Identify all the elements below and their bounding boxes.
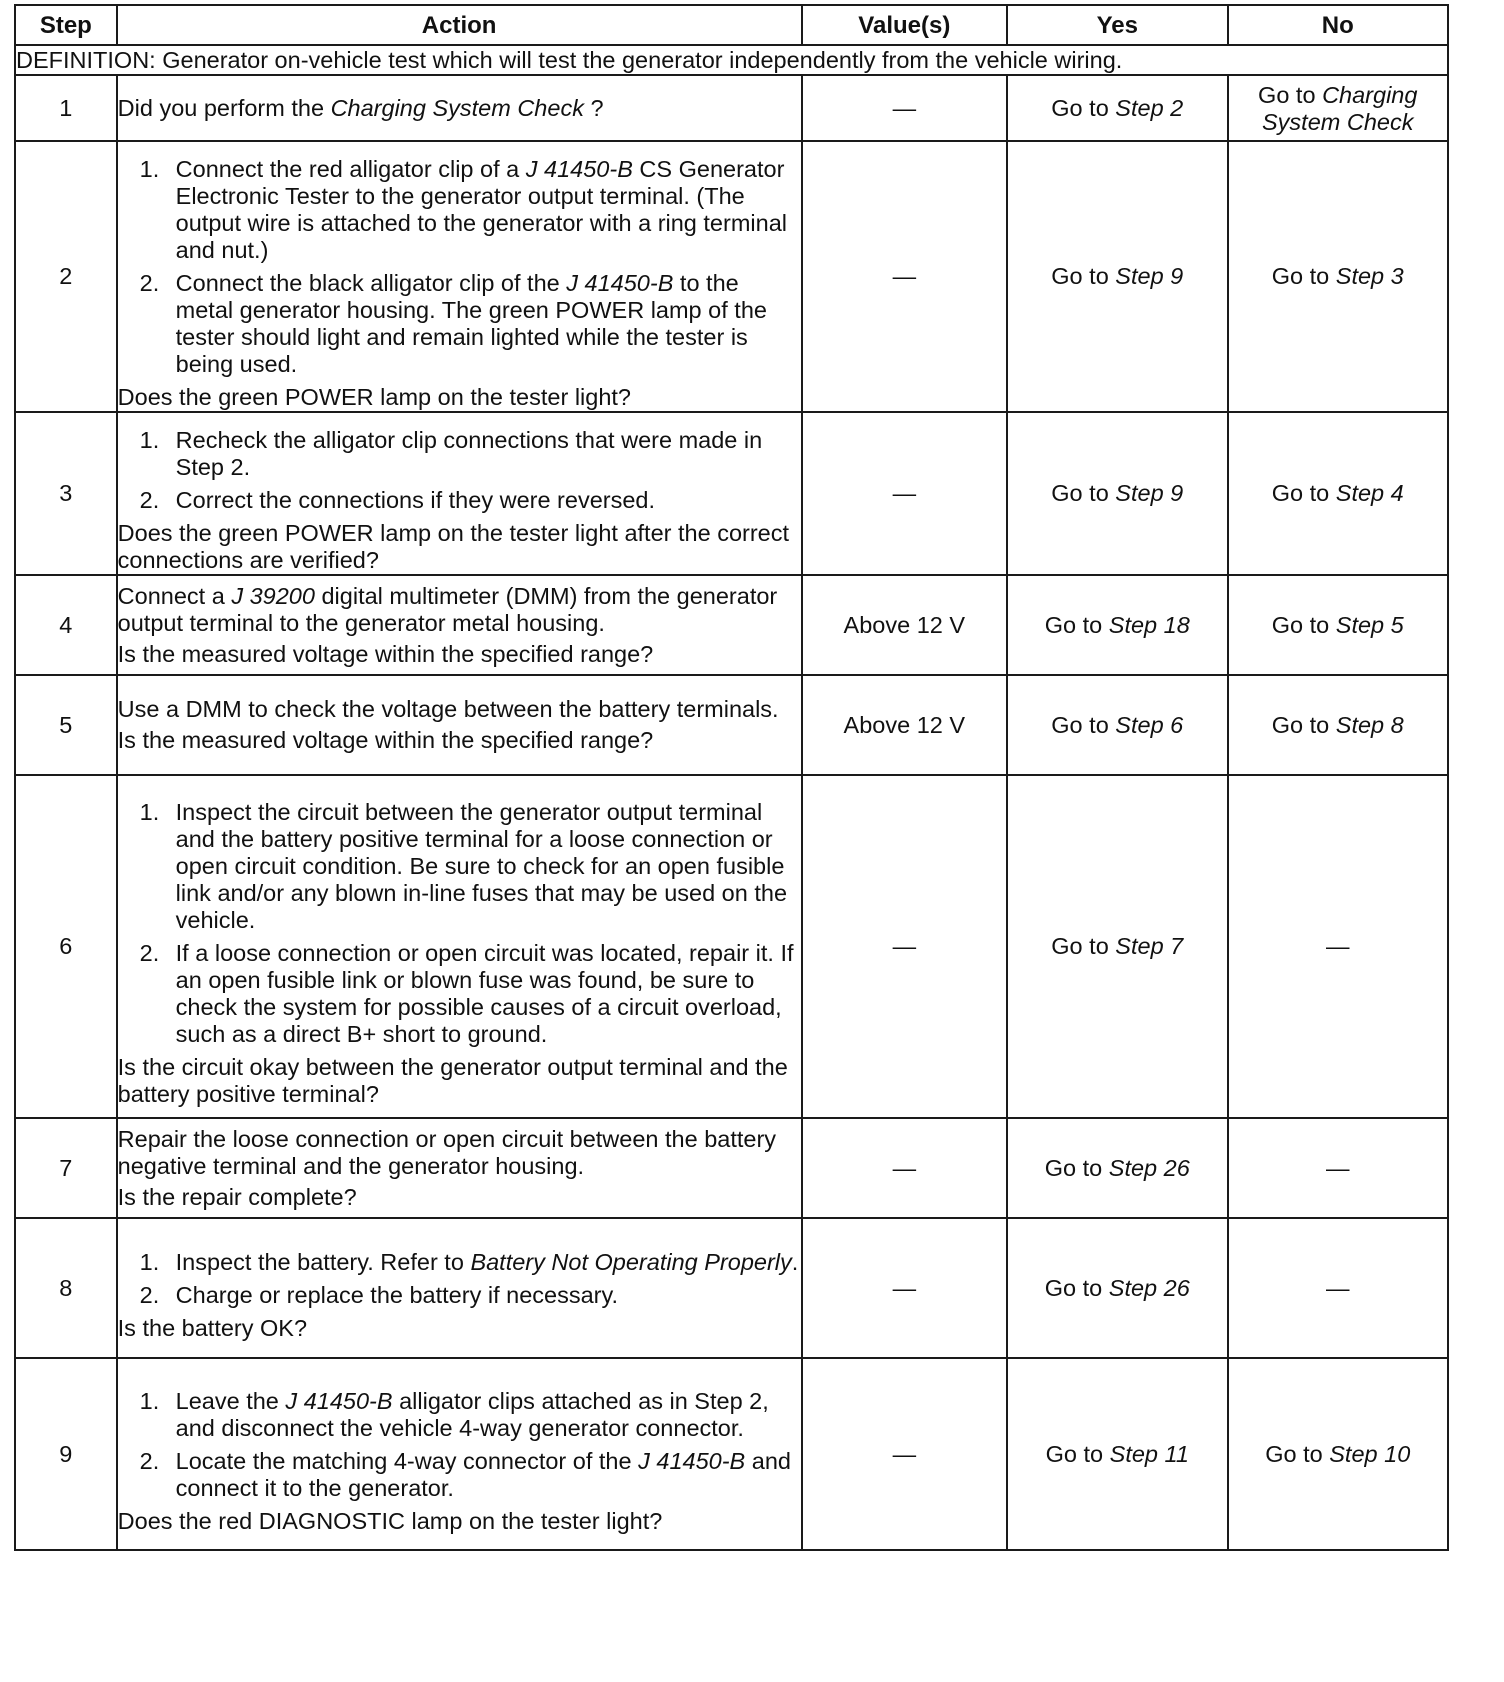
item-text: Correct the connections if they were reversed.: [175, 487, 656, 513]
action-text: ?: [583, 94, 604, 121]
item-number: 1.: [139, 156, 160, 182]
step-number: 7: [15, 1118, 117, 1218]
yes-cell: [1007, 1358, 1227, 1550]
instruction-list: [118, 156, 801, 378]
table-row: [15, 575, 1448, 675]
no-cell: —: [1228, 775, 1449, 1118]
table-row: [15, 1218, 1448, 1358]
definition-text: DEFINITION: Generator on-vehicle test which will test the generator independently from the vehicle wiring.: [15, 45, 1448, 75]
goto-text: Go to: [1271, 711, 1336, 738]
action-question: Is the circuit okay between the generator output terminal and the battery positive terminal?: [117, 1054, 788, 1107]
action-cell: [117, 775, 802, 1118]
instruction-item: [139, 1281, 801, 1309]
header-step: Step: [15, 5, 117, 45]
instruction-item: [139, 799, 801, 934]
step-number: 5: [15, 675, 117, 775]
tool-reference: J 41450-B: [285, 1387, 393, 1414]
step-link[interactable]: Step 7: [1115, 933, 1184, 959]
goto-text: Go to: [1051, 933, 1116, 959]
goto-text: Go to: [1044, 1274, 1109, 1301]
instruction-item: [139, 487, 801, 514]
instruction-item: [139, 427, 801, 481]
table-header-row: [15, 5, 1448, 45]
step-number: 4: [15, 575, 117, 675]
action-question: Does the green POWER lamp on the tester light?: [117, 384, 631, 410]
yes-cell: [1007, 75, 1227, 141]
action-cell: [117, 412, 802, 575]
item-number: 1.: [139, 799, 160, 825]
item-text: CS Generator Electronic Tester to the generator output terminal. (The output wire is attached to the generator with a ring terminal and nut.): [175, 156, 787, 263]
header-yes: Yes: [1007, 5, 1227, 45]
step-link[interactable]: Step 8: [1335, 711, 1404, 738]
item-number: 1.: [139, 1248, 160, 1275]
item-number: 2.: [139, 270, 160, 296]
item-text: .: [791, 1248, 799, 1275]
item-text: Connect the black alligator clip of the: [175, 270, 567, 296]
instruction-item: [139, 156, 801, 264]
goto-text: Go to: [1271, 611, 1336, 638]
action-cell: [117, 141, 802, 412]
step-number: 9: [15, 1358, 117, 1550]
action-question: Does the green POWER lamp on the tester light after the correct connections are verified?: [117, 520, 790, 573]
action-question: Is the battery OK?: [117, 1314, 308, 1341]
instruction-item: [139, 1387, 801, 1442]
action-text: Connect a: [117, 582, 232, 609]
tool-reference: J 41450-B: [638, 1447, 746, 1474]
instruction-list: [118, 1388, 801, 1502]
step-number: 2: [15, 141, 117, 412]
goto-text: Go to: [1051, 263, 1116, 289]
yes-cell: [1007, 412, 1227, 575]
action-question: Is the measured voltage within the specified range?: [117, 727, 654, 753]
action-cell: [117, 1358, 802, 1550]
action-cell: [117, 75, 802, 141]
action-cell: [117, 1218, 802, 1358]
diagnostic-table: [14, 4, 1449, 1551]
yes-cell: [1007, 1118, 1227, 1218]
instruction-list: [118, 799, 801, 1048]
action-cell: [117, 575, 802, 675]
item-text: Leave the: [175, 1387, 286, 1414]
item-text: Charge or replace the battery if necessary.: [175, 1281, 619, 1308]
goto-text: Go to: [1271, 263, 1336, 289]
action-cell: [117, 675, 802, 775]
tool-reference: J 41450-B: [525, 156, 633, 182]
item-text: Connect the red alligator clip of a: [175, 156, 526, 182]
goto-text: Go to: [1271, 480, 1336, 506]
action-question: Is the repair complete?: [117, 1183, 357, 1210]
item-text: Inspect the battery. Refer to: [175, 1248, 471, 1275]
yes-cell: [1007, 1218, 1227, 1358]
goto-text: Go to: [1051, 711, 1116, 738]
item-text: If a loose connection or open circuit was located, repair it. If an open fusible link or blown fuse was found, be sure to check the system for possible causes of a circuit overload, such as a direct B+ short to ground.: [175, 940, 794, 1047]
action-text: Use a DMM to check the voltage between the battery terminals.: [117, 696, 779, 722]
step-link[interactable]: Step 4: [1335, 480, 1404, 506]
tool-reference: J 41450-B: [566, 270, 674, 296]
item-number: 2.: [139, 1281, 160, 1308]
definition-row: [15, 45, 1448, 75]
action-question: Does the red DIAGNOSTIC lamp on the tester light?: [117, 1507, 663, 1534]
value-cell: Above 12 V: [802, 675, 1007, 775]
instruction-list: [118, 427, 801, 514]
goto-text: Go to: [1265, 1440, 1330, 1467]
item-text: alligator clips attached as in Step 2, and disconnect the vehicle 4-way generator connector.: [175, 1387, 769, 1441]
item-number: 1.: [139, 1387, 160, 1414]
yes-cell: [1007, 575, 1227, 675]
tool-reference: J 39200: [231, 582, 315, 609]
item-text: and connect it to the generator.: [175, 1447, 791, 1501]
step-link[interactable]: Step 9: [1115, 263, 1184, 289]
table-row: [15, 141, 1448, 412]
action-cell: [117, 1118, 802, 1218]
item-text: Recheck the alligator clip connections that were made in Step 2.: [175, 427, 763, 480]
step-link[interactable]: Step 18: [1108, 611, 1190, 638]
step-link[interactable]: Step 10: [1329, 1440, 1411, 1467]
goto-text: Go to: [1044, 1154, 1109, 1181]
no-cell: [1228, 75, 1449, 141]
table-row: [15, 675, 1448, 775]
step-link[interactable]: Step 2: [1115, 94, 1184, 121]
table-row: [15, 412, 1448, 575]
value-cell: —: [802, 1118, 1007, 1218]
value-cell: Above 12 V: [802, 575, 1007, 675]
value-cell: —: [802, 1358, 1007, 1550]
step-link[interactable]: Step 6: [1115, 711, 1184, 738]
step-link[interactable]: Step 3: [1335, 263, 1404, 289]
procedure-reference: Battery Not Operating Properly: [470, 1248, 792, 1275]
step-number: 3: [15, 412, 117, 575]
item-text: Inspect the circuit between the generator output terminal and the battery positive terminal for a loose connection or open circuit condition. Be sure to check for an open fusible link and/or any blown in-line fuses that may be used on the vehicle.: [175, 799, 788, 933]
goto-text: Go to: [1051, 480, 1116, 506]
procedure-reference: Charging System Check: [330, 94, 584, 121]
instruction-item: [139, 1447, 801, 1502]
step-link[interactable]: Step 9: [1115, 480, 1184, 506]
value-cell: —: [802, 75, 1007, 141]
goto-text: Go to: [1051, 94, 1116, 121]
no-cell: [1228, 412, 1449, 575]
no-cell: —: [1228, 1118, 1449, 1218]
no-cell: —: [1228, 1218, 1449, 1358]
goto-text: Go to: [1045, 1440, 1110, 1467]
table-row: [15, 775, 1448, 1118]
no-cell: [1228, 675, 1449, 775]
header-values: Value(s): [802, 5, 1007, 45]
step-link[interactable]: Step 11: [1109, 1440, 1189, 1467]
item-text: Locate the matching 4-way connector of the: [175, 1447, 639, 1474]
instruction-item: [139, 940, 801, 1048]
action-text: Repair the loose connection or open circuit between the battery negative terminal and the generator housing.: [117, 1125, 777, 1179]
no-cell: [1228, 1358, 1449, 1550]
action-text: Did you perform the: [117, 94, 331, 121]
action-text: digital multimeter (DMM) from the generator output terminal to the generator metal housing.: [117, 582, 778, 636]
item-number: 2.: [139, 487, 160, 513]
step-number: 8: [15, 1218, 117, 1358]
no-cell: [1228, 141, 1449, 412]
table-row: [15, 1358, 1448, 1550]
value-cell: —: [802, 1218, 1007, 1358]
value-cell: —: [802, 141, 1007, 412]
action-question: Is the measured voltage within the specified range?: [117, 640, 654, 667]
no-cell: [1228, 575, 1449, 675]
yes-cell: [1007, 675, 1227, 775]
step-link[interactable]: Step 26: [1108, 1274, 1190, 1301]
item-text: to the metal generator housing. The green POWER lamp of the tester should light and remain lighted while the tester is being used.: [175, 270, 767, 377]
step-link[interactable]: Step 26: [1108, 1154, 1190, 1181]
goto-text: Go to: [1258, 82, 1323, 108]
header-no: No: [1228, 5, 1449, 45]
yes-cell: [1007, 775, 1227, 1118]
instruction-list: [118, 1249, 801, 1309]
yes-cell: [1007, 141, 1227, 412]
step-number: 1: [15, 75, 117, 141]
goto-text: Go to: [1044, 611, 1109, 638]
value-cell: —: [802, 775, 1007, 1118]
instruction-item: [139, 270, 801, 378]
item-number: 1.: [139, 427, 160, 453]
step-number: 6: [15, 775, 117, 1118]
item-number: 2.: [139, 1447, 160, 1474]
header-action: Action: [117, 5, 802, 45]
table-row: [15, 75, 1448, 141]
item-number: 2.: [139, 940, 160, 966]
value-cell: —: [802, 412, 1007, 575]
step-link[interactable]: Step 5: [1335, 611, 1404, 638]
table-row: [15, 1118, 1448, 1218]
procedure-link[interactable]: Charging System Check: [1262, 82, 1418, 135]
instruction-item: [139, 1248, 801, 1276]
